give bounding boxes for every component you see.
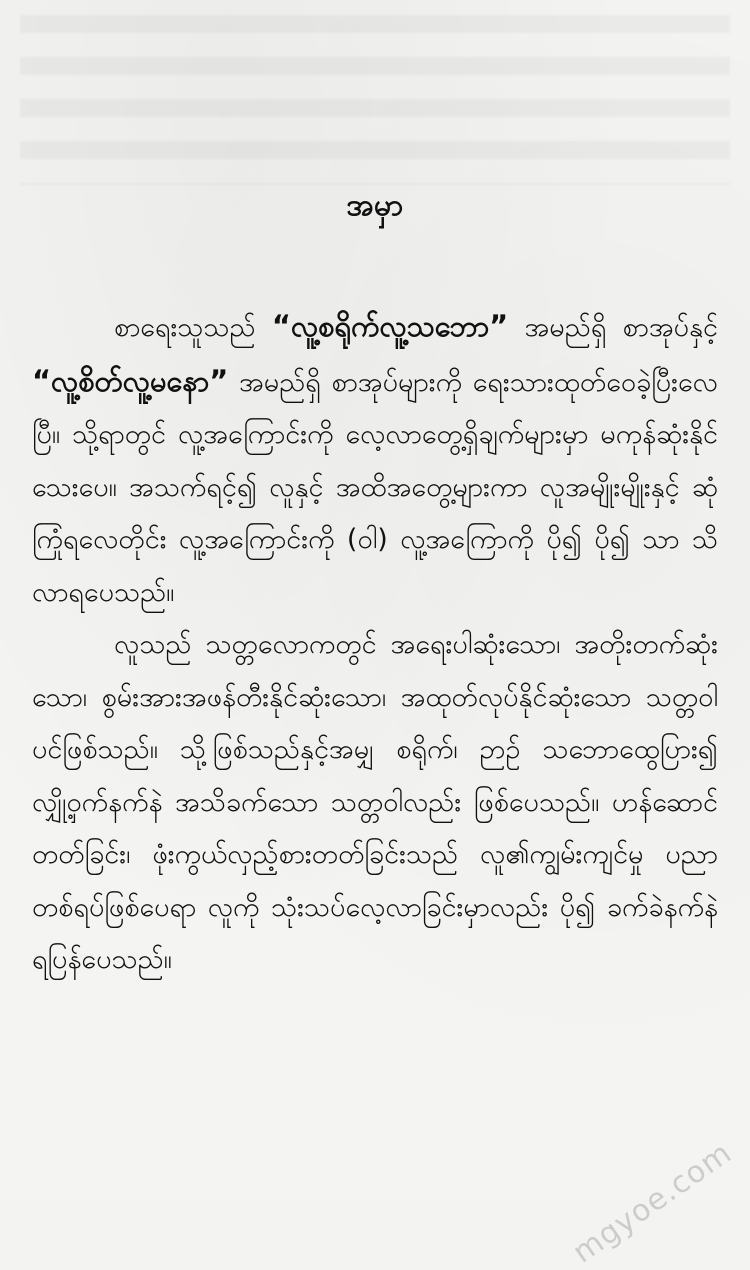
- paragraph-1: [32, 300, 718, 619]
- page-body: [32, 300, 718, 987]
- paragraph-1-text-a: စာရေးသူသည်: [114, 312, 272, 343]
- bleed-through-text: [20, 15, 730, 185]
- book-title-2: “လူ့စိတ်လူ့မနော”: [32, 363, 229, 398]
- watermark: mgyoe.com: [566, 1135, 738, 1270]
- paragraph-2: လူသည် သတ္တလောကတွင် အရေးပါဆုံးသော၊ အတိုးတက်ဆုံးသော၊ စွမ်းအားအဖန်တီးနိုင်ဆုံးသော၊ အထုတ်လုပ်နိုင်ဆုံးသော သတ္တဝါပင်ဖြစ်သည်။ သို့ဖြစ်သည်နှင့်အမျှ စရိုက်၊ ဉာဉ် သဘောထွေပြား၍ လျှို့ဝှက်နက်နဲ အသိခက်သော သတ္တဝါလည်း ဖြစ်ပေသည်။ ဟန်ဆောင်တတ်ခြင်း၊ ဖုံးကွယ်လှည့်စားတတ်ခြင်းသည် လူ၏ကျွမ်းကျင်မှု ပညာတစ်ရပ်ဖြစ်ပေရာ လူကို သုံးသပ်လေ့လာခြင်းမှာလည်း ပို၍ ခက်ခဲနက်နဲရပြန်ပေသည်။: [32, 629, 718, 975]
- page-title: အမှာ: [346, 188, 404, 223]
- paragraph-1-text-c: အမည်ရှိ စာအုပ်များကို ရေးသားထုတ်ဝေခဲ့ပြီးလေပြီ။ သို့ရာတွင် လူ့အကြောင်းကို လေ့လာတွေ့ရှိချက်များမှာ မကုန်ဆုံးနိုင်သေးပေ။ အသက်ရင့်၍ လူနှင့် အထိအတွေ့များကာ လူအမျိုးမျိုးနှင့် ဆုံကြုံရလေတိုင်း လူ့အကြောင်းကို (ဝါ) လူ့အကြောကို ပို၍ ပို၍ သာ သိလာရပေသည်။: [32, 366, 718, 608]
- paragraph-1-text-b: အမည်ရှိ စာအုပ်နှင့်: [508, 312, 718, 343]
- book-title-1: “လူ့စရိုက်လူ့သဘော”: [271, 309, 509, 343]
